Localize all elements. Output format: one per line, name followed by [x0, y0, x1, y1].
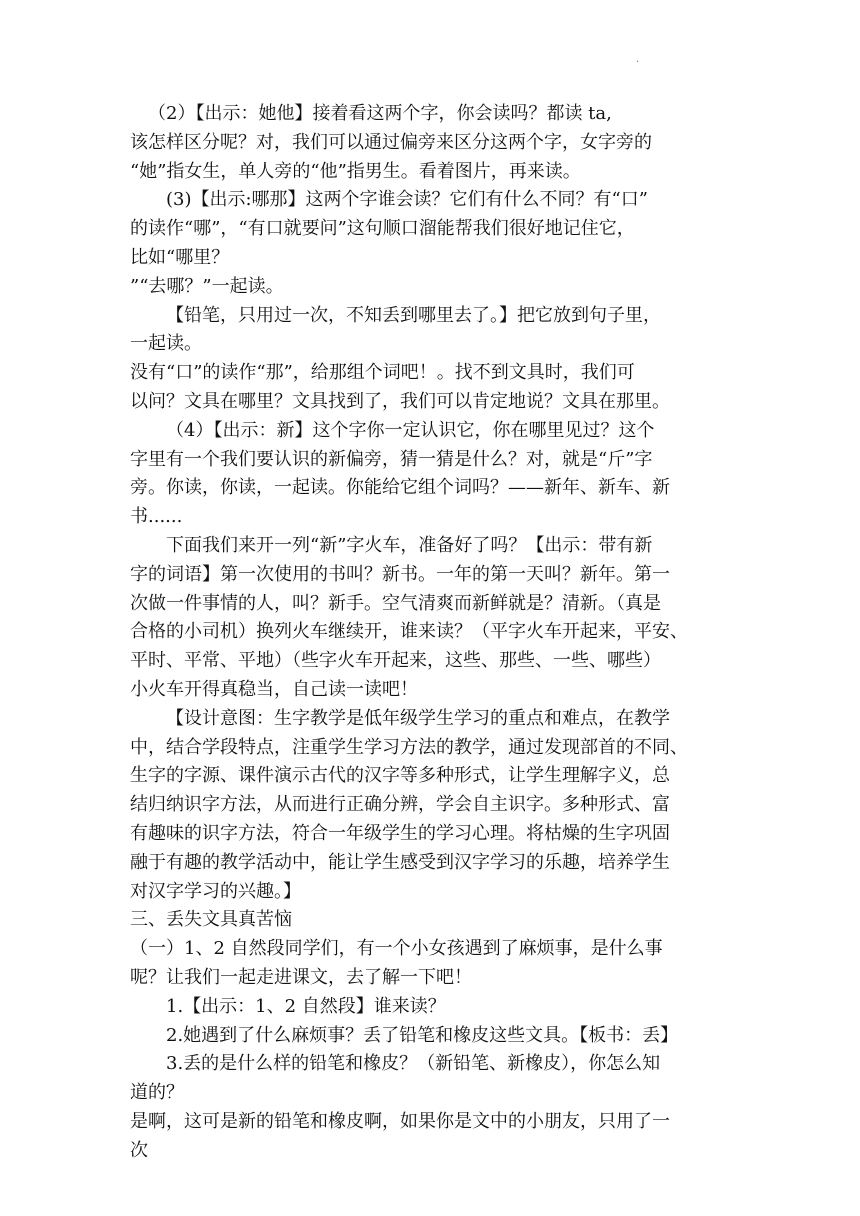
text-line: 2.她遇到了什么麻烦事？丢了铅笔和橡皮这些文具。【板书：丢】 — [166, 1024, 679, 1046]
text-line: 呢？让我们一起走进课文，去了解一下吧！ — [130, 966, 472, 988]
text-line: 以问？文具在哪里？文具找到了，我们可以肯定地说？文具在那里。 — [130, 390, 670, 412]
text-line: 次做一件事情的人，叫？新手。空气清爽而新鲜就是？清新。（真是 — [130, 592, 661, 614]
text-line: 合格的小司机）换列火车继续开，谁来读？（平字火车开起来，平安、 — [130, 621, 688, 643]
text-line: ”“去哪？”一起读。 — [130, 275, 284, 297]
text-line: 结归纳识字方法，从而进行正确分辨，学会自主识字。多种形式、富 — [130, 794, 670, 816]
text-line: 中，结合学段特点，注重学生学习方法的教学，通过发现部首的不同、 — [130, 736, 688, 758]
text-line: 下面我们来开一列“新”字火车，准备好了吗？【出示：带有新 — [166, 534, 653, 556]
text-line: 该怎样区分呢？对，我们可以通过偏旁来区分这两个字，女字旁的 — [130, 131, 652, 153]
text-line: 的读作“哪”，“有口就要问”这句顺口溜能帮我们很好地记住它， — [130, 218, 635, 240]
text-line: 字里有一个我们要认识的新偏旁，猜一猜是什么？对，就是“斤”字 — [130, 448, 653, 470]
text-line: 比如“哪里？ — [130, 246, 230, 268]
text-line: 对汉字学习的兴趣。】 — [130, 880, 301, 902]
text-line: 没有“口”的读作“那”，给那组个词吧！。找不到文具时，我们可 — [130, 362, 635, 384]
text-line: 三、丢失文具真苦恼 — [130, 909, 292, 931]
text-line: 小火车开得真稳当，自己读一读吧！ — [130, 678, 418, 700]
text-line: （2）【出示：她他】接着看这两个字，你会读吗？都读 ta, — [148, 103, 612, 124]
text-line: 平时、平常、平地）（些字火车开起来，这些、那些、一些、哪些） — [130, 650, 661, 672]
text-line: 旁。你读，你读，一起读。你能给它组个词吗？——新年、新车、新 — [130, 477, 670, 499]
text-line: 一起读。 — [130, 333, 202, 355]
text-line: 是啊，这可是新的铅笔和橡皮啊，如果你是文中的小朋友，只用了一 — [130, 1110, 670, 1132]
document-body — [130, 100, 740, 1165]
text-line: “她”指女生，单人旁的“他”指男生。看着图片，再来读。 — [130, 160, 581, 182]
text-line: 字的词语】第一次使用的书叫？新书。一年的第一天叫？新年。第一 — [130, 563, 670, 585]
text-line: （一）1、2 自然段同学们，有一个小女孩遇到了麻烦事，是什么事 — [130, 938, 663, 960]
text-line: 有趣味的识字方法，符合一年级学生的学习心理。将枯燥的生字巩固 — [130, 822, 670, 844]
text-line: 书...... — [130, 506, 183, 528]
text-line: 融于有趣的教学活动中，能让学生感受到汉字学习的乐趣，培养学生 — [130, 851, 670, 873]
text-line: 【铅笔，只用过一次，不知丢到哪里去了。】把它放到句子里， — [166, 304, 661, 326]
text-line: （4）【出示：新】这个字你一定认识它，你在哪里见过？这个 — [166, 419, 655, 441]
corner-mark: · — [636, 57, 640, 68]
text-line: 3.丢的是什么样的铅笔和橡皮？（新铅笔、新橡皮），你怎么知 — [166, 1053, 661, 1075]
text-line: 道的？ — [130, 1082, 184, 1104]
text-line: 生字的字源、课件演示古代的汉字等多种形式，让学生理解字义，总 — [130, 765, 670, 787]
text-line: 次 — [130, 1139, 148, 1161]
text-line: 1.【出示：1、2 自然段】谁来读？ — [166, 995, 446, 1017]
text-line: (3)【出示:哪那】这两个字谁会读？它们有什么不同？有“口” — [166, 189, 648, 211]
text-line: 【设计意图：生字教学是低年级学生学习的重点和难点，在教学 — [166, 707, 670, 729]
